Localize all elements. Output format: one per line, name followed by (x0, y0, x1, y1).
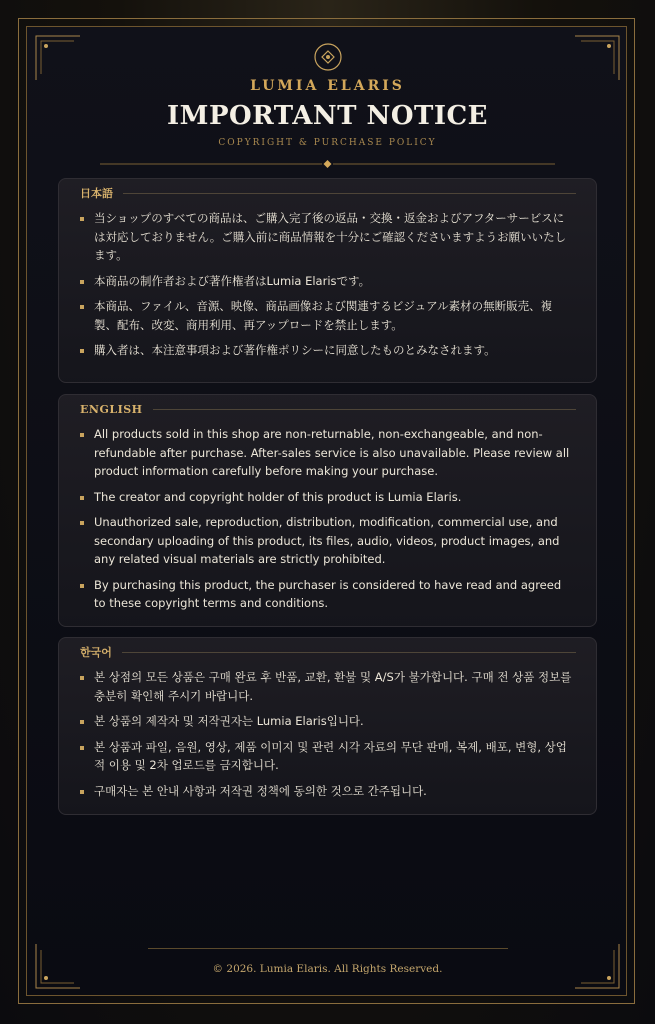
corner-ornament-top-left (34, 34, 80, 80)
bullet-icon (80, 496, 84, 500)
bullet-icon (80, 746, 84, 750)
bullet-icon (80, 676, 84, 680)
page-title: IMPORTANT NOTICE (167, 101, 488, 131)
bullet-icon (80, 280, 84, 284)
list-item: The creator and copyright holder of this product is Lumia Elaris. (80, 488, 574, 507)
notice-card-japanese (58, 178, 597, 383)
list-item: 本商品の制作者および著作権者はLumia Elarisです。 (80, 272, 574, 291)
list-item: 본 상품과 파일, 음원, 영상, 제품 이미지 및 관련 시각 자료의 무단 판매, 복제, 배포, 변형, 상업적 이용 및 2차 업로드를 금지합니다. (80, 738, 574, 775)
title-divider (100, 154, 555, 164)
list-item: All products sold in this shop are non-returnable, non-exchangeable, and non-refundable after purchase. After-sales service is also unavailable. Please review all product information carefully before making your purchase. (80, 425, 574, 481)
list-item: By purchasing this product, the purchaser is considered to have read and agreed to these copyright terms and conditions. (80, 576, 574, 613)
list-item: 当ショップのすべての商品は、ご購入完了後の返品・交換・返金およびアフターサービスには対応しておりません。ご購入前に商品情報を十分にご確認くださいますようお願いいたします。 (80, 209, 574, 265)
bullet-icon (80, 305, 84, 309)
bullet-icon (80, 790, 84, 794)
section-divider (123, 193, 576, 194)
list-item: 본 상점의 모든 상품은 구매 완료 후 반품, 교환, 환불 및 A/S가 불가합니다. 구매 전 상품 정보를 충분히 확인해 주시기 바랍니다. (80, 668, 574, 705)
footer-copyright: © 2026. Lumia Elaris. All Rights Reserved. (212, 963, 443, 975)
bullet-icon (80, 584, 84, 588)
bullet-icon (80, 521, 84, 525)
section-label-korean: 한국어 (80, 646, 112, 659)
brand-name: LUMIA ELARIS (250, 78, 405, 94)
brand-emblem-icon (314, 43, 342, 71)
page-subtitle: COPYRIGHT & PURCHASE POLICY (218, 138, 437, 148)
section-label-english: ENGLISH (80, 402, 143, 416)
list-item: 구매자는 본 안내 사항과 저작권 정책에 동의한 것으로 간주됩니다. (80, 782, 574, 801)
list-item: Unauthorized sale, reproduction, distribution, modification, commercial use, and secondary uploading of this product, its files, audio, videos, product images, and any related visual materials are strictly prohibited. (80, 513, 574, 569)
list-item: 購入者は、本注意事項および著作権ポリシーに同意したものとみなされます。 (80, 341, 574, 360)
section-label-japanese: 日本語 (80, 187, 113, 200)
section-divider (122, 652, 576, 653)
bullet-icon (80, 349, 84, 353)
footer-divider (148, 948, 508, 949)
section-divider (153, 409, 576, 410)
list-item: 본 상품의 제작자 및 저작권자는 Lumia Elaris입니다. (80, 712, 574, 731)
bullet-icon (80, 217, 84, 221)
list-item: 本商品、ファイル、音源、映像、商品画像および関連するビジュアル素材の無断販売、複製、配布、改変、商用利用、再アップロードを禁止します。 (80, 297, 574, 334)
bullet-icon (80, 720, 84, 724)
bullet-icon (80, 433, 84, 437)
notice-card-korean (58, 637, 597, 815)
notice-card-english (58, 394, 597, 627)
corner-ornament-top-right (575, 34, 621, 80)
